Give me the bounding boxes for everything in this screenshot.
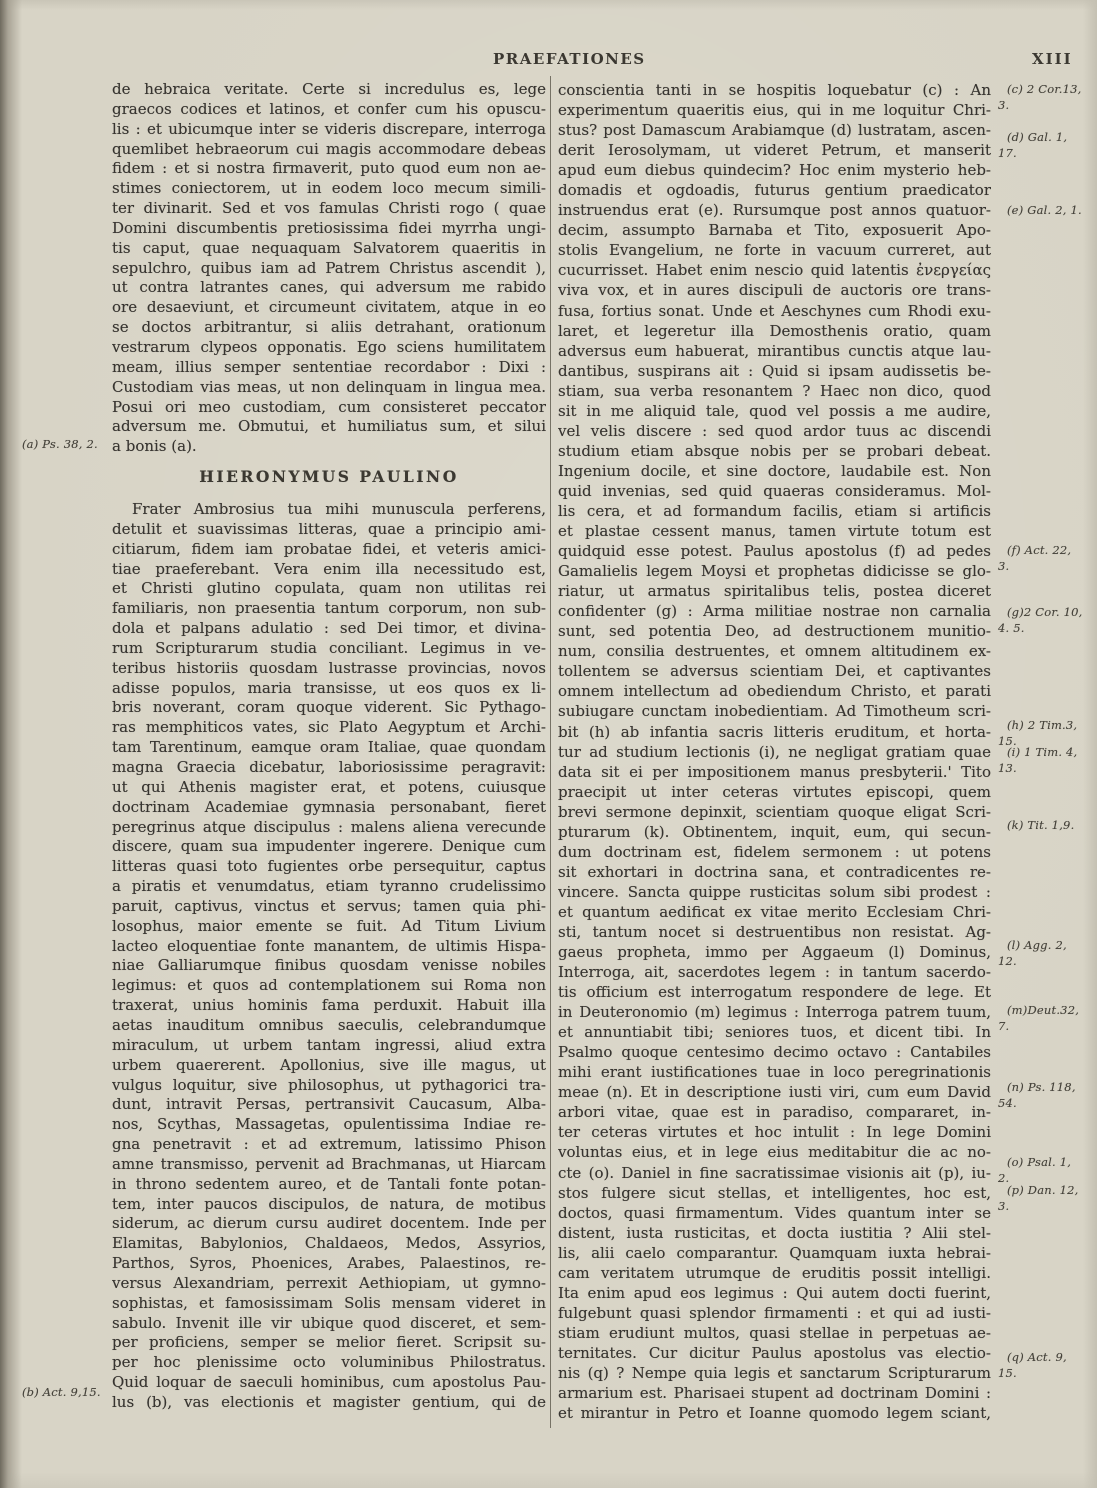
text-line: a piratis et venumdatus, etiam tyranno crudelissimo xyxy=(112,877,546,896)
margin-note: (d) Gal. 1, 17. xyxy=(998,130,1068,160)
margin-note: (o) Psal. 1, 2. xyxy=(998,1155,1072,1185)
text-line: versus Alexandriam, perrexit Aethiopiam, ut gymno- xyxy=(112,1273,546,1292)
text-line: adversus eum habuerat, mirantibus cunctis atque lau- xyxy=(558,341,991,360)
text-line: teribus historiis quosdam lustrasse provincias, novos xyxy=(112,658,546,677)
text-line: num, consilia destruentes, et omnem altitudinem ex- xyxy=(558,642,991,661)
text-line: cte (o). Daniel in fine sacratissimae visionis ait (p), iu- xyxy=(558,1163,991,1182)
text-line: sit exhortari in doctrina sana, et contradicentes re- xyxy=(558,862,991,881)
text-line: gna penetravit : et ad extremum, latissimo Phison xyxy=(112,1135,546,1154)
text-line: meae (n). Et in descriptione iusti viri, cum eum David xyxy=(558,1083,991,1102)
text-line: per hoc plenissime octo voluminibus Philostratus. xyxy=(112,1353,546,1372)
text-line: stos fulgere sicut stellas, et intelligentes, hoc est, xyxy=(558,1183,991,1202)
text-line: paruit, captivus, vinctus et servus; tamen quia phi- xyxy=(112,896,546,915)
margin-note: (k) Tit. 1,9. xyxy=(1007,818,1075,832)
margin-note: (p) Dan. 12, 3. xyxy=(998,1183,1079,1213)
text-line: siderum, ac dierum cursu audiret docentem. Inde per xyxy=(112,1214,546,1233)
text-line: gaeus propheta, immo per Aggaeum (l) Dominus, xyxy=(558,943,991,962)
text-line: data sit ei per impositionem manus presbyterii.' Tito xyxy=(558,762,991,781)
text-line: quid invenias, sed quid quaeras consideramus. Mol- xyxy=(558,481,991,500)
text-line: dunt, intravit Persas, pertransivit Caucasum, Alba- xyxy=(112,1095,546,1114)
text-line: nos, Scythas, Massagetas, opulentissima Indiae re- xyxy=(112,1115,546,1134)
text-line: litteras quasi toto fugientes orbe persequitur, captus xyxy=(112,857,546,876)
text-line: mihi erant iustificationes tuae in loco peregrinationis xyxy=(558,1063,991,1082)
text-line: doctos, quasi firmamentum. Vides quantum inter se xyxy=(558,1203,991,1222)
text-line: Ingenium docile, et sine doctore, laudabile est. Non xyxy=(558,461,991,480)
text-line: omnem intellectum ad obediendum Christo, et parati xyxy=(558,682,991,701)
text-line: sabulo. Invenit ille vir ubique quod disceret, et sem- xyxy=(112,1313,546,1332)
margin-note: (l) Agg. 2, 12. xyxy=(998,938,1067,968)
text-line: Psalmo quoque centesimo decimo octavo : Cantabiles xyxy=(558,1043,991,1062)
text-line: adversum me. Obmutui, et humiliatus sum, et silui xyxy=(112,417,546,436)
text-line: Domini discumbentis pretiosissima fidei myrrha ungi- xyxy=(112,218,546,237)
margin-note: (b) Act. 9,15. xyxy=(22,1385,101,1399)
text-line: graecos codices et latinos, et confer cum his opuscu- xyxy=(112,99,546,118)
text-line: bris noverant, coram quoque viderent. Sic Pythago- xyxy=(112,698,546,717)
text-line: peregrinus atque discipulus : malens aliena verecunde xyxy=(112,817,546,836)
text-line: stus? post Damascum Arabiamque (d) lustratam, ascen- xyxy=(558,121,991,140)
text-line: brevi sermone depinxit, scientiam quoque eligat Scri- xyxy=(558,802,991,821)
text-line: vincere. Sancta quippe rusticitas solum sibi prodest : xyxy=(558,882,991,901)
text-line: quemlibet hebraeorum cui magis accommodare debeas xyxy=(112,139,546,158)
text-line: distent, iusta rusticitas, et docta iustitia ? Alii stel- xyxy=(558,1223,991,1242)
text-line: Ita enim apud eos legimus : Qui autem docti fuerint, xyxy=(558,1283,991,1302)
text-line: vestrarum clypeos opponatis. Ego sciens humilitatem xyxy=(112,337,546,356)
text-line: bit (h) ab infantia sacris litteris eruditum, et horta- xyxy=(558,722,991,741)
text-line: laret, et legeretur illa Demosthenis oratio, quam xyxy=(558,321,991,340)
text-line: legimus: et quos ad contemplationem sui Roma non xyxy=(112,976,546,995)
text-line: ras memphiticos vates, sic Plato Aegyptum et Archi- xyxy=(112,718,546,737)
text-line: stiam erudiunt multos, quasi stellae in perpetuas ae- xyxy=(558,1323,991,1342)
text-line: vulgus loquitur, sive philosophus, ut pythagorici tra- xyxy=(112,1075,546,1094)
text-line: ternitates. Cur dicitur Paulus apostolus vas electio- xyxy=(558,1343,991,1362)
text-line: in throno sedentem aureo, et de Tantali fonte potan- xyxy=(112,1174,546,1193)
section-heading: HIERONYMUS PAULINO xyxy=(199,467,459,487)
text-line: ut qui Athenis magister erat, et potens, cuiusque xyxy=(112,777,546,796)
text-line: stolis Evangelium, ne forte in vacuum curreret, aut xyxy=(558,241,991,260)
text-line: in Deuteronomio (m) legimus : Interroga patrem tuum, xyxy=(558,1003,991,1022)
text-line: urbem quaererent. Apollonius, sive ille magus, ut xyxy=(112,1055,546,1074)
text-line: niae Galliarumque finibus quosdam venisse nobiles xyxy=(112,956,546,975)
text-line: Frater Ambrosius tua mihi munuscula perferens, xyxy=(132,500,546,519)
text-line: instruendus erat (e). Rursumque post annos quatuor- xyxy=(558,201,991,220)
text-line: et mirantur in Petro et Ioanne quomodo legem sciant, xyxy=(558,1404,991,1423)
text-line: subiugare cunctam inobedientiam. Ad Timotheum scri- xyxy=(558,702,991,721)
text-line: pturarum (k). Obtinentem, inquit, eum, qui secun- xyxy=(558,822,991,841)
margin-note: (i) 1 Tim. 4, 13. xyxy=(998,745,1078,775)
text-line: Elamitas, Babylonios, Chaldaeos, Medos, Assyrios, xyxy=(112,1234,546,1253)
text-line: voluntas eius, et in lege eius meditabitur die ac no- xyxy=(558,1143,991,1162)
text-line: fusa, fortius sonat. Unde et Aeschynes cum Rhodi exu- xyxy=(558,301,991,320)
text-line: Posui ori meo custodiam, cum consisteret peccator xyxy=(112,397,546,416)
text-line: losophus, maior emente se fuit. Ad Titum Livium xyxy=(112,916,546,935)
text-line: Custodiam vias meas, ut non delinquam in lingua mea. xyxy=(112,377,546,396)
margin-note: (f) Act. 22, 3. xyxy=(998,543,1072,573)
text-line: confidenter (g) : Arma militiae nostrae non carnalia xyxy=(558,602,991,621)
text-line: fulgebunt quasi splendor firmamenti : et qui ad iusti- xyxy=(558,1303,991,1322)
text-line: a bonis (a). xyxy=(112,437,197,456)
page-number: XIII xyxy=(1032,50,1073,68)
text-line: derit Ierosolymam, ut videret Petrum, et manserit xyxy=(558,141,991,160)
text-line: dantibus, suspirans ait : Quid si ipsam audissetis be- xyxy=(558,361,991,380)
text-line: ut contra latrantes canes, qui adversum me rabido xyxy=(112,278,546,297)
text-line: tollentem se adversus scientiam Dei, et captivantes xyxy=(558,662,991,681)
text-line: apud eum diebus quindecim? Hoc enim mysterio heb- xyxy=(558,161,991,180)
text-line: ter ceteras virtutes et hoc intulit : In lege Domini xyxy=(558,1123,991,1142)
text-line: ter divinarit. Sed et vos famulas Christi rogo ( quae xyxy=(112,199,546,218)
text-line: dum doctrinam est, fidelem sermonem : ut potens xyxy=(558,842,991,861)
text-line: nis (q) ? Nempe quia legis et sanctarum Scripturarum xyxy=(558,1364,991,1382)
text-line: lis cera, et ad formandum facilis, etiam si artificis xyxy=(558,501,991,520)
text-line: stiam, sua verba resonantem ? Haec non dico, quod xyxy=(558,381,991,400)
text-line: viva vox, et in aures discipuli de auctoris ore trans- xyxy=(558,281,991,300)
text-line: sti, tantum nocet si destruentibus non resistat. Ag- xyxy=(558,922,991,941)
page-title: PRAEFATIONES xyxy=(493,50,646,68)
text-line: fidem : et si nostra firmaverit, puto quod eum non ae- xyxy=(112,159,546,178)
text-line: Parthos, Syros, Phoenices, Arabes, Palaestinos, re- xyxy=(112,1254,546,1273)
margin-note: (a) Ps. 38, 2. xyxy=(22,437,98,451)
text-line: lis : et ubicumque inter se videris discrepare, interroga xyxy=(112,119,546,138)
text-line: Interroga, ait, sacerdotes legem : in tantum sacerdo- xyxy=(558,963,991,982)
text-line: et quantum aedificat ex vitae merito Ecclesiam Chri- xyxy=(558,902,991,921)
text-line: quidquid esse potest. Paulus apostolus (f) ad pedes xyxy=(558,542,991,561)
text-line: ore desaeviunt, et circumeunt civitatem, atque in eo xyxy=(112,298,546,317)
margin-note: (h) 2 Tim.3, 15. xyxy=(998,718,1078,748)
text-line: sit in me aliquid tale, quod vel possis a me audire, xyxy=(558,401,991,420)
text-line: adisse populos, maria transisse, ut eos quos ex li- xyxy=(112,678,546,697)
text-line: conscientia tanti in se hospitis loquebatur (c) : An xyxy=(558,81,991,99)
text-line: sophistas, et famosissimam Solis mensam videret in xyxy=(112,1293,546,1312)
text-line: lus (b), vas electionis et magister gentium, qui de xyxy=(112,1393,546,1411)
text-line: per proficiens, semper se melior fieret. Scripsit su- xyxy=(112,1333,546,1352)
text-line: tur ad studium lectionis (i), ne negligat gratiam quae xyxy=(558,742,991,761)
text-line: sepulchro, quibus iam ad Patrem Christus ascendit ), xyxy=(112,258,546,277)
text-line: sunt, sed potentia Deo, ad destructionem munitio- xyxy=(558,622,991,641)
text-line: studium etiam absque nobis per se probari debeat. xyxy=(558,441,991,460)
margin-note: (e) Gal. 2, 1. xyxy=(1007,203,1082,217)
text-line: doctrinam Academiae gymnasia personabant, fieret xyxy=(112,797,546,816)
text-line: cucurrisset. Habet enim nescio quid latentis ἐνεργείας xyxy=(558,261,991,280)
text-line: detulit et suavissimas litteras, quae a principio ami- xyxy=(112,519,546,538)
text-line: Gamalielis legem Moysi et prophetas didicisse se glo- xyxy=(558,562,991,581)
text-line: tis caput, quae nequaquam Salvatorem quaeritis in xyxy=(112,238,546,257)
text-line: amne transmisso, pervenit ad Brachmanas, ut Hiarcam xyxy=(112,1154,546,1173)
text-line: lis, alii caelo comparantur. Quamquam iuxta hebrai- xyxy=(558,1243,991,1262)
text-line: et Christi glutino copulata, quam non utilitas rei xyxy=(112,579,546,598)
margin-note: (m)Deut.32, 7. xyxy=(998,1003,1080,1033)
text-line: stimes coniectorem, ut in eodem loco mecum simili- xyxy=(112,179,546,198)
text-line: dola et palpans adulatio : sed Dei timor, et divina- xyxy=(112,619,546,638)
text-line: meam, illius semper sententiae recordabor : Dixi : xyxy=(112,357,546,376)
text-line: cam veritatem utrumque de eruditis possit intelligi. xyxy=(558,1263,991,1282)
text-line: decim, assumpto Barnaba et Tito, exposuerit Apo- xyxy=(558,221,991,240)
text-line: miraculum, ut urbem tantam ingressi, aliud extra xyxy=(112,1035,546,1054)
text-line: Quid loquar de saeculi hominibus, cum apostolus Pau- xyxy=(112,1373,546,1392)
text-line: discere, quam sua impudenter ingerere. Denique cum xyxy=(112,837,546,856)
margin-note: (q) Act. 9, 15. xyxy=(998,1350,1067,1380)
text-line: riatur, ut armatus spiritalibus telis, postea diceret xyxy=(558,582,991,601)
text-line: de hebraica veritate. Certe si incredulus es, lege xyxy=(112,80,546,98)
text-line: se doctos arbitrantur, si aliis detrahant, orationum xyxy=(112,318,546,337)
text-line: tiae praeferebant. Vera enim illa necessitudo est, xyxy=(112,559,546,578)
text-line: experimentum quaeritis eius, qui in me loquitur Chri- xyxy=(558,101,991,120)
text-line: tam Tarentinum, eamque oram Italiae, quae quondam xyxy=(112,738,546,757)
text-line: vel velis discere : sed quod ardor tuus ac discendi xyxy=(558,421,991,440)
text-line: armarium est. Pharisaei stupent ad doctrinam Domini : xyxy=(558,1384,991,1403)
text-line: lacteo eloquentiae fonte manantem, de ultimis Hispa- xyxy=(112,936,546,955)
text-line: arbori vitae, quae est in paradiso, compararet, in- xyxy=(558,1103,991,1122)
text-line: tis officium est interrogatum respondere de lege. Et xyxy=(558,983,991,1002)
text-line: familiaris, non praesentia tantum corporum, non sub- xyxy=(112,599,546,618)
text-line: domadis et ogdoadis, futurus gentium praedicator xyxy=(558,181,991,200)
text-line: et annuntiabit tibi; seniores tuos, et dicent tibi. In xyxy=(558,1023,991,1042)
text-line: rum Scripturarum studia conciliant. Legimus in ve- xyxy=(112,638,546,657)
margin-note: (c) 2 Cor.13, 3. xyxy=(998,82,1082,112)
margin-note: (g)2 Cor. 10, 4. 5. xyxy=(998,605,1083,635)
text-line: magna Graecia dicebatur, laboriosissime peragravit: xyxy=(112,758,546,776)
text-line: tem, inter paucos discipulos, de natura, de motibus xyxy=(112,1194,546,1213)
text-line: traxerat, unius hominis fama perduxit. Habuit illa xyxy=(112,996,546,1015)
text-line: citiarum, fidem iam probatae fidei, et veteris amici- xyxy=(112,539,546,558)
margin-note: (n) Ps. 118, 54. xyxy=(998,1080,1076,1110)
text-line: praecipit ut inter ceteras virtutes episcopi, quem xyxy=(558,782,991,801)
text-line: et plastae cessent manus, tamen virtute totum est xyxy=(558,522,991,541)
text-line: aetas inauditum omnibus saeculis, celebrandumque xyxy=(112,1015,546,1034)
